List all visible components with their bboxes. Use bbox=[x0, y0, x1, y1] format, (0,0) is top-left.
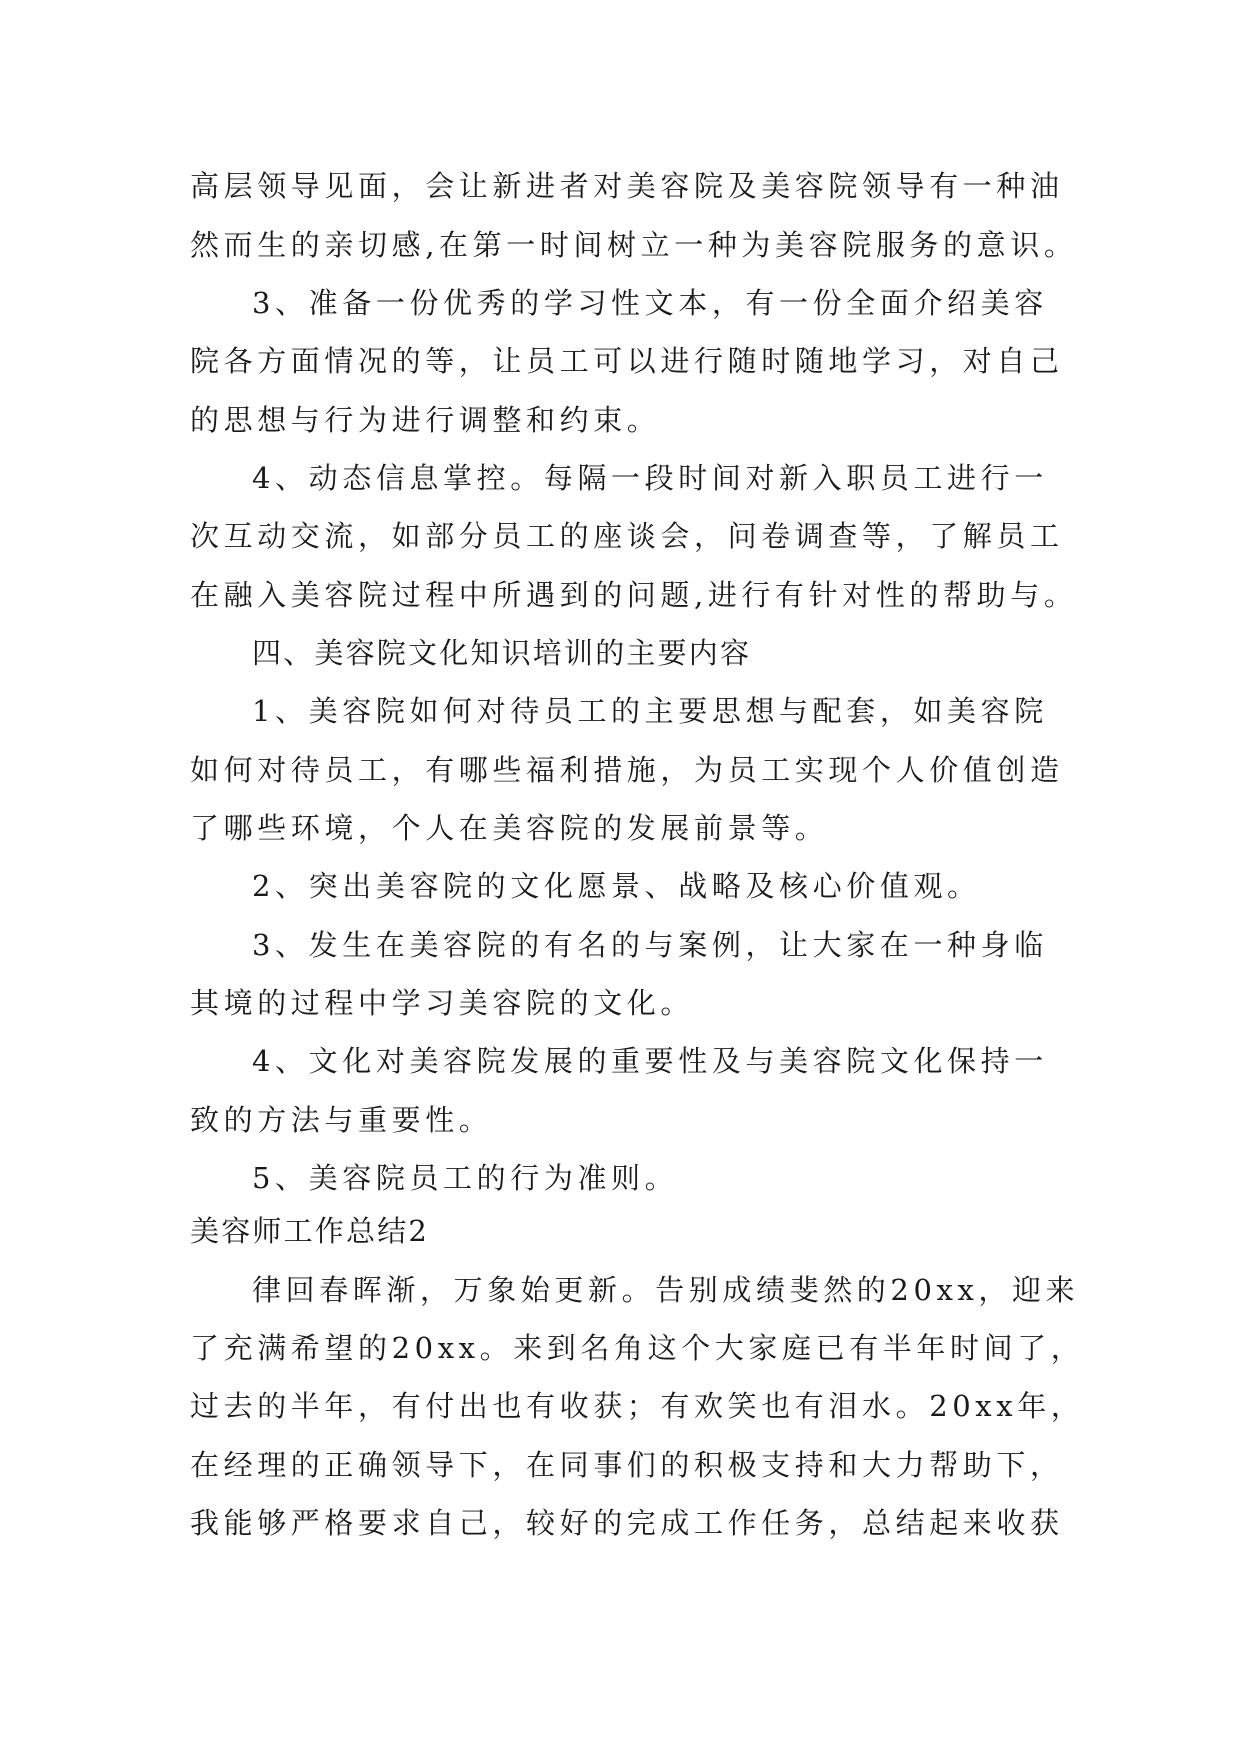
text-line: 其境的过程中学习美容院的文化。 bbox=[190, 986, 695, 1020]
text-line: 然而生的亲切感,在第一时间树立一种为美容院服务的意识。 bbox=[190, 228, 1078, 262]
text-line: 在经理的正确领导下，在同事们的积极支持和大力帮助下， bbox=[190, 1448, 1064, 1482]
text-line: 3、准备一份优秀的学习性文本，有一份全面介绍美容 bbox=[252, 286, 1048, 320]
section-heading: 四、美容院文化知识培训的主要内容 bbox=[252, 636, 752, 670]
text-line: 律回春晖渐，万象始更新。告别成绩斐然的20xx，迎来 bbox=[252, 1273, 1080, 1307]
text-line: 2、突出美容院的文化愿景、战略及核心价值观。 bbox=[252, 869, 981, 903]
text-line: 5、美容院员工的行为准则。 bbox=[252, 1161, 679, 1195]
text-line: 了充满希望的20xx。来到名角这个大家庭已有半年时间了， bbox=[190, 1331, 1085, 1365]
text-line: 4、文化对美容院发展的重要性及与美容院文化保持一 bbox=[252, 1044, 1048, 1078]
text-line: 我能够严格要求自己，较好的完成工作任务，总结起来收获 bbox=[190, 1506, 1064, 1540]
text-line: 致的方法与重要性。 bbox=[190, 1103, 493, 1137]
text-line: 1、美容院如何对待员工的主要思想与配套，如美容院 bbox=[252, 694, 1048, 728]
text-line: 3、发生在美容院的有名的与案例，让大家在一种身临 bbox=[252, 928, 1048, 962]
text-line: 次互动交流，如部分员工的座谈会，问卷调查等，了解员工 bbox=[190, 519, 1064, 553]
text-line: 的思想与行为进行调整和约束。 bbox=[190, 403, 661, 437]
text-line: 4、动态信息掌控。每隔一段时间对新入职员工进行一 bbox=[252, 461, 1048, 495]
section-title: 美容师工作总结2 bbox=[190, 1214, 430, 1248]
text-line: 在融入美容院过程中所遇到的问题,进行有针对性的帮助与。 bbox=[190, 578, 1078, 612]
text-line: 过去的半年，有付出也有收获；有欢笑也有泪水。20xx年， bbox=[190, 1389, 1085, 1423]
text-line: 高层领导见面，会让新进者对美容院及美容院领导有一种油 bbox=[190, 169, 1064, 203]
text-line: 了哪些环境，个人在美容院的发展前景等。 bbox=[190, 811, 829, 845]
text-line: 如何对待员工，有哪些福利措施，为员工实现个人价值创造 bbox=[190, 753, 1064, 787]
text-line: 院各方面情况的等，让员工可以进行随时随地学习，对自己 bbox=[190, 344, 1064, 378]
